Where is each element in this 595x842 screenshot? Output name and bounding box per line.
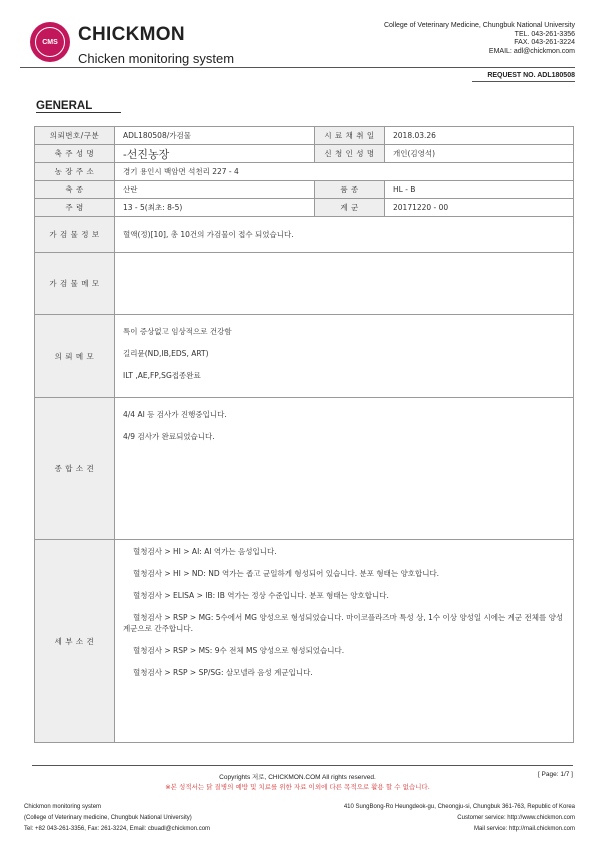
chickmon-logo [30,22,70,62]
table-row [35,217,574,253]
institution-contact [384,22,575,56]
institution-email[interactable]: EMAIL: adl@chickmon.com [488,47,575,55]
table-row [35,398,574,540]
specimen-info-value: 혈액(정)[10], 총 10건의 가검물이 접수 되었습니다. [115,217,574,253]
institution-name: College of Veterinary Medicine, Chungbuk National University [383,22,575,29]
request-number-value: ADL180508/가검물 [115,127,315,145]
flock-label: 계 군 [315,199,385,217]
table-row [35,253,574,315]
footer-address: 410 SungBong-Ro Heungdeok-gu, Cheongju-si, Chungbuk 361-763, Republic of Korea [343,804,575,810]
summary-label: 종 합 소 견 [35,398,115,540]
footer-mail-service[interactable]: Mail service: http://mail.chickmon.com [473,826,575,832]
age-label: 주 령 [35,199,115,217]
request-memo-line: 특이 증상없고 임상적으로 건강함 [123,327,232,336]
footer-divider [32,765,573,766]
institution-tel: TEL. 043-261-3356 [514,30,575,38]
table-row [35,145,574,163]
flock-value: 20171220 - 00 [385,199,574,217]
applicant-value: 개인(김영석) [385,145,574,163]
farm-address-value: 경기 용인시 백암면 석천리 227 - 4 [115,163,574,181]
specimen-info-label: 가 검 물 정 보 [35,217,115,253]
sampling-date-value: 2018.03.26 [385,127,574,145]
institution-fax: FAX. 043-261-3224 [514,39,575,46]
brand-subtitle: Chicken monitoring system [78,51,235,66]
owner-value: -선진농장 [115,145,315,163]
summary-line: 4/4 AI 등 검사가 진행중입니다. [123,410,227,419]
request-underline [472,81,575,82]
farm-address-label: 농 장 주 소 [35,163,115,181]
breed-value: HL - B [385,181,574,199]
footer-univ: (College of Veterinary medicine, Chungbuk National University) [24,815,192,821]
footer-org: Chickmon monitoring system [24,804,102,810]
summary-line: 4/9 검사가 완료되었습니다. [123,432,215,441]
logo-text: CMS [35,27,65,57]
detail-line: 혈청검사 > HI > ND: ND 역가는 좁고 균일하게 형성되어 있습니다. 분포 형태는 양호합니다. [133,569,440,578]
specimen-memo-label: 가 검 물 메 모 [35,253,115,315]
usage-warning: ※본 성적서는 닭 질병의 예방 및 치료를 위한 자료 이외에 다른 목적으로 활용 할 수 없습니다. [165,783,430,791]
footer-contact: Tel: +82 043-261-3356, Fax: 261-3224, Email: cbuadl@chickmon.com [24,826,211,832]
request-memo-line: ILT ,AE,FP,SG접종완료 [123,371,201,380]
brand-title: CHICKMON [78,24,185,45]
table-row [35,181,574,199]
detail-line: 혈청검사 > HI > AI: AI 역가는 음성입니다. [133,547,277,556]
breed-label: 품 종 [315,181,385,199]
table-row [35,540,574,743]
detail-label: 세 부 소 견 [35,540,115,743]
footer-customer-service[interactable]: Customer service: http://www.chickmon.com [457,815,575,821]
request-memo-line: 길리뮨(ND,IB,EDS, ART) [123,349,209,358]
request-number: REQUEST NO. ADL180508 [487,72,575,79]
copyright-text: Copyrights 저로, CHICKMON.COM All rights reserved. [219,774,376,781]
page-number: [ Page: 1/7 ] [537,771,573,778]
detail-line: 혈청검사 > RSP > MG: 5수에서 MG 양성으로 형성되었습니다. 마이코플라즈마 특성 상, 1수 이상 양성일 시에는 계군 전체를 양성계군으로 간주합니다. [123,613,564,633]
detail-line: 혈청검사 > RSP > SP/SG: 살모넬라 음성 계군입니다. [133,668,313,677]
header-divider [20,67,575,68]
applicant-label: 신 청 인 성 명 [315,145,385,163]
table-row [35,199,574,217]
detail-line: 혈청검사 > ELISA > IB: IB 역가는 정상 수준입니다. 분포 형태는 양호합니다. [133,591,389,600]
sampling-date-label: 시 료 채 취 일 [315,127,385,145]
footer-left [24,802,210,835]
table-row [35,163,574,181]
specimen-memo-value [115,253,574,315]
section-title: GENERAL [36,100,121,113]
detail-line: 혈청검사 > RSP > MS: 9수 전체 MS 양성으로 형성되었습니다. [133,646,345,655]
request-number-label: 의뢰번호/구분 [35,127,115,145]
report-table [34,126,574,743]
summary-value [115,398,574,540]
request-memo-label: 의 뢰 메 모 [35,315,115,398]
table-row [35,127,574,145]
age-value: 13 - 5(최초: 8-5) [115,199,315,217]
request-memo-value [115,315,574,398]
footer-right [344,802,575,835]
detail-value [115,540,574,743]
owner-label: 축 주 성 명 [35,145,115,163]
species-label: 축 종 [35,181,115,199]
table-row [35,315,574,398]
species-value: 산란 [115,181,315,199]
